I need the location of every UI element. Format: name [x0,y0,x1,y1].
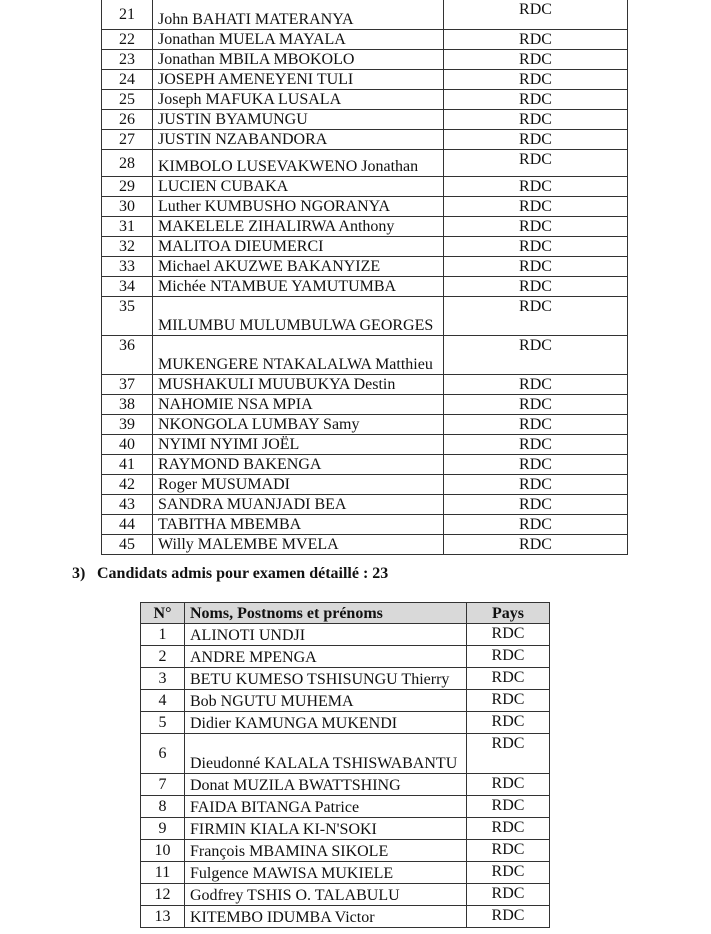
row-number: 7 [141,774,185,796]
table-row [141,884,550,906]
candidate-country: RDC [467,862,550,884]
table-row [141,796,550,818]
candidate-country: RDC [444,217,628,237]
row-number: 21 [102,0,153,30]
candidate-name: ANDRE MPENGA [185,646,467,668]
candidate-country: RDC [467,668,550,690]
table-row [102,177,628,197]
table-row [141,668,550,690]
row-number: 27 [102,130,153,150]
candidate-country: RDC [467,796,550,818]
row-number: 34 [102,277,153,297]
table-row [141,862,550,884]
candidate-country: RDC [467,624,550,646]
row-number: 1 [141,624,185,646]
row-number: 42 [102,475,153,495]
row-number: 26 [102,110,153,130]
candidate-country: RDC [444,50,628,70]
candidate-country: RDC [467,906,550,928]
table-row [141,690,550,712]
table-row [102,475,628,495]
candidate-country: RDC [444,435,628,455]
table-row [141,624,550,646]
candidate-name: NKONGOLA LUMBAY Samy [153,415,444,435]
candidate-name: JOSEPH AMENEYENI TULI [153,70,444,90]
table-row [141,906,550,928]
candidate-country: RDC [467,734,550,774]
candidate-name: TABITHA MBEMBA [153,515,444,535]
row-number: 13 [141,906,185,928]
candidate-country: RDC [444,375,628,395]
candidate-country: RDC [467,884,550,906]
candidate-name: MILUMBU MULUMBULWA GEORGES [153,297,444,336]
table-row [102,90,628,110]
row-number: 9 [141,818,185,840]
table-row [102,237,628,257]
candidate-country: RDC [444,495,628,515]
table-row [102,217,628,237]
candidate-name: NYIMI NYIMI JOËL [153,435,444,455]
table-row [102,110,628,130]
table-row [141,818,550,840]
table-row [141,712,550,734]
table-row [102,455,628,475]
header-country: Pays [467,603,550,624]
candidate-country: RDC [444,535,628,555]
table-row [102,30,628,50]
row-number: 8 [141,796,185,818]
table-row [102,0,628,30]
table-row [102,336,628,375]
row-number: 11 [141,862,185,884]
candidate-name: Godfrey TSHIS O. TALABULU [185,884,467,906]
row-number: 6 [141,734,185,774]
candidate-name: Luther KUMBUSHO NGORANYA [153,197,444,217]
row-number: 40 [102,435,153,455]
row-number: 37 [102,375,153,395]
row-number: 23 [102,50,153,70]
table-row [102,435,628,455]
candidate-name: MUKENGERE NTAKALALWA Matthieu [153,336,444,375]
table-row [102,150,628,177]
candidate-country: RDC [444,177,628,197]
candidate-name: Dieudonné KALALA TSHISWABANTU [185,734,467,774]
candidate-name: FIRMIN KIALA KI-N'SOKI [185,818,467,840]
candidate-name: Roger MUSUMADI [153,475,444,495]
candidate-country: RDC [467,690,550,712]
row-number: 30 [102,197,153,217]
table-row [141,840,550,862]
candidate-name: MAKELELE ZIHALIRWA Anthony [153,217,444,237]
candidate-name: Willy MALEMBE MVELA [153,535,444,555]
candidate-country: RDC [444,455,628,475]
detailed-exam-candidates-table [140,602,550,928]
candidate-country: RDC [444,515,628,535]
candidates-table-continued [101,0,628,555]
table-row [102,415,628,435]
row-number: 35 [102,297,153,336]
candidate-country: RDC [467,712,550,734]
row-number: 29 [102,177,153,197]
candidate-name: FAIDA BITANGA Patrice [185,796,467,818]
candidate-country: RDC [467,818,550,840]
candidate-country: RDC [467,840,550,862]
section-heading [72,565,388,583]
candidate-name: Jonathan MBILA MBOKOLO [153,50,444,70]
candidate-country: RDC [444,90,628,110]
row-number: 12 [141,884,185,906]
candidate-country: RDC [444,415,628,435]
candidate-name: Joseph MAFUKA LUSALA [153,90,444,110]
candidate-name: Donat MUZILA BWATTSHING [185,774,467,796]
section-title: Candidats admis pour examen détaillé : 23 [97,565,389,582]
candidate-name: Didier KAMUNGA MUKENDI [185,712,467,734]
table-row [102,495,628,515]
candidate-country: RDC [444,150,628,177]
candidate-name: Michée NTAMBUE YAMUTUMBA [153,277,444,297]
candidate-name: Michael AKUZWE BAKANYIZE [153,257,444,277]
table-row [102,277,628,297]
row-number: 31 [102,217,153,237]
candidate-name: KITEMBO IDUMBA Victor [185,906,467,928]
candidate-name: MUSHAKULI MUUBUKYA Destin [153,375,444,395]
candidate-country: RDC [444,475,628,495]
candidate-name: BETU KUMESO TSHISUNGU Thierry [185,668,467,690]
candidate-name: KIMBOLO LUSEVAKWENO Jonathan [153,150,444,177]
table-row [102,515,628,535]
candidate-country: RDC [467,646,550,668]
candidate-country: RDC [444,110,628,130]
table-row [141,646,550,668]
row-number: 2 [141,646,185,668]
candidate-country: RDC [444,30,628,50]
table-row [102,257,628,277]
row-number: 24 [102,70,153,90]
table-row [102,395,628,415]
row-number: 32 [102,237,153,257]
table-row [141,734,550,774]
table-row [141,774,550,796]
candidate-name: JUSTIN BYAMUNGU [153,110,444,130]
table-row [102,197,628,217]
row-number: 28 [102,150,153,177]
row-number: 5 [141,712,185,734]
row-number: 25 [102,90,153,110]
row-number: 33 [102,257,153,277]
candidate-country: RDC [444,237,628,257]
candidate-country: RDC [444,197,628,217]
row-number: 38 [102,395,153,415]
candidate-name: Bob NGUTU MUHEMA [185,690,467,712]
row-number: 39 [102,415,153,435]
table-row [102,70,628,90]
table-row [102,297,628,336]
section-number: 3) [72,565,86,582]
candidate-name: François MBAMINA SIKOLE [185,840,467,862]
row-number: 4 [141,690,185,712]
candidate-country: RDC [444,277,628,297]
candidate-name: Fulgence MAWISA MUKIELE [185,862,467,884]
candidate-country: RDC [444,257,628,277]
candidate-country: RDC [444,297,628,336]
row-number: 45 [102,535,153,555]
candidate-name: LUCIEN CUBAKA [153,177,444,197]
candidate-name: SANDRA MUANJADI BEA [153,495,444,515]
candidate-name: MALITOA DIEUMERCI [153,237,444,257]
row-number: 10 [141,840,185,862]
row-number: 41 [102,455,153,475]
row-number: 44 [102,515,153,535]
table-row [102,130,628,150]
candidate-name: RAYMOND BAKENGA [153,455,444,475]
candidate-name: John BAHATI MATERANYA [153,0,444,30]
candidate-country: RDC [444,336,628,375]
table-header-row [141,603,550,624]
table-row [102,375,628,395]
header-name: Noms, Postnoms et prénoms [185,603,467,624]
table-row [102,535,628,555]
header-number: N° [141,603,185,624]
candidate-name: ALINOTI UNDJI [185,624,467,646]
candidate-name: Jonathan MUELA MAYALA [153,30,444,50]
candidate-country: RDC [444,70,628,90]
candidate-name: NAHOMIE NSA MPIA [153,395,444,415]
row-number: 43 [102,495,153,515]
row-number: 22 [102,30,153,50]
candidate-country: RDC [444,130,628,150]
candidate-country: RDC [444,395,628,415]
candidate-name: JUSTIN NZABANDORA [153,130,444,150]
row-number: 3 [141,668,185,690]
candidate-country: RDC [444,0,628,30]
table-row [102,50,628,70]
row-number: 36 [102,336,153,375]
candidate-country: RDC [467,774,550,796]
